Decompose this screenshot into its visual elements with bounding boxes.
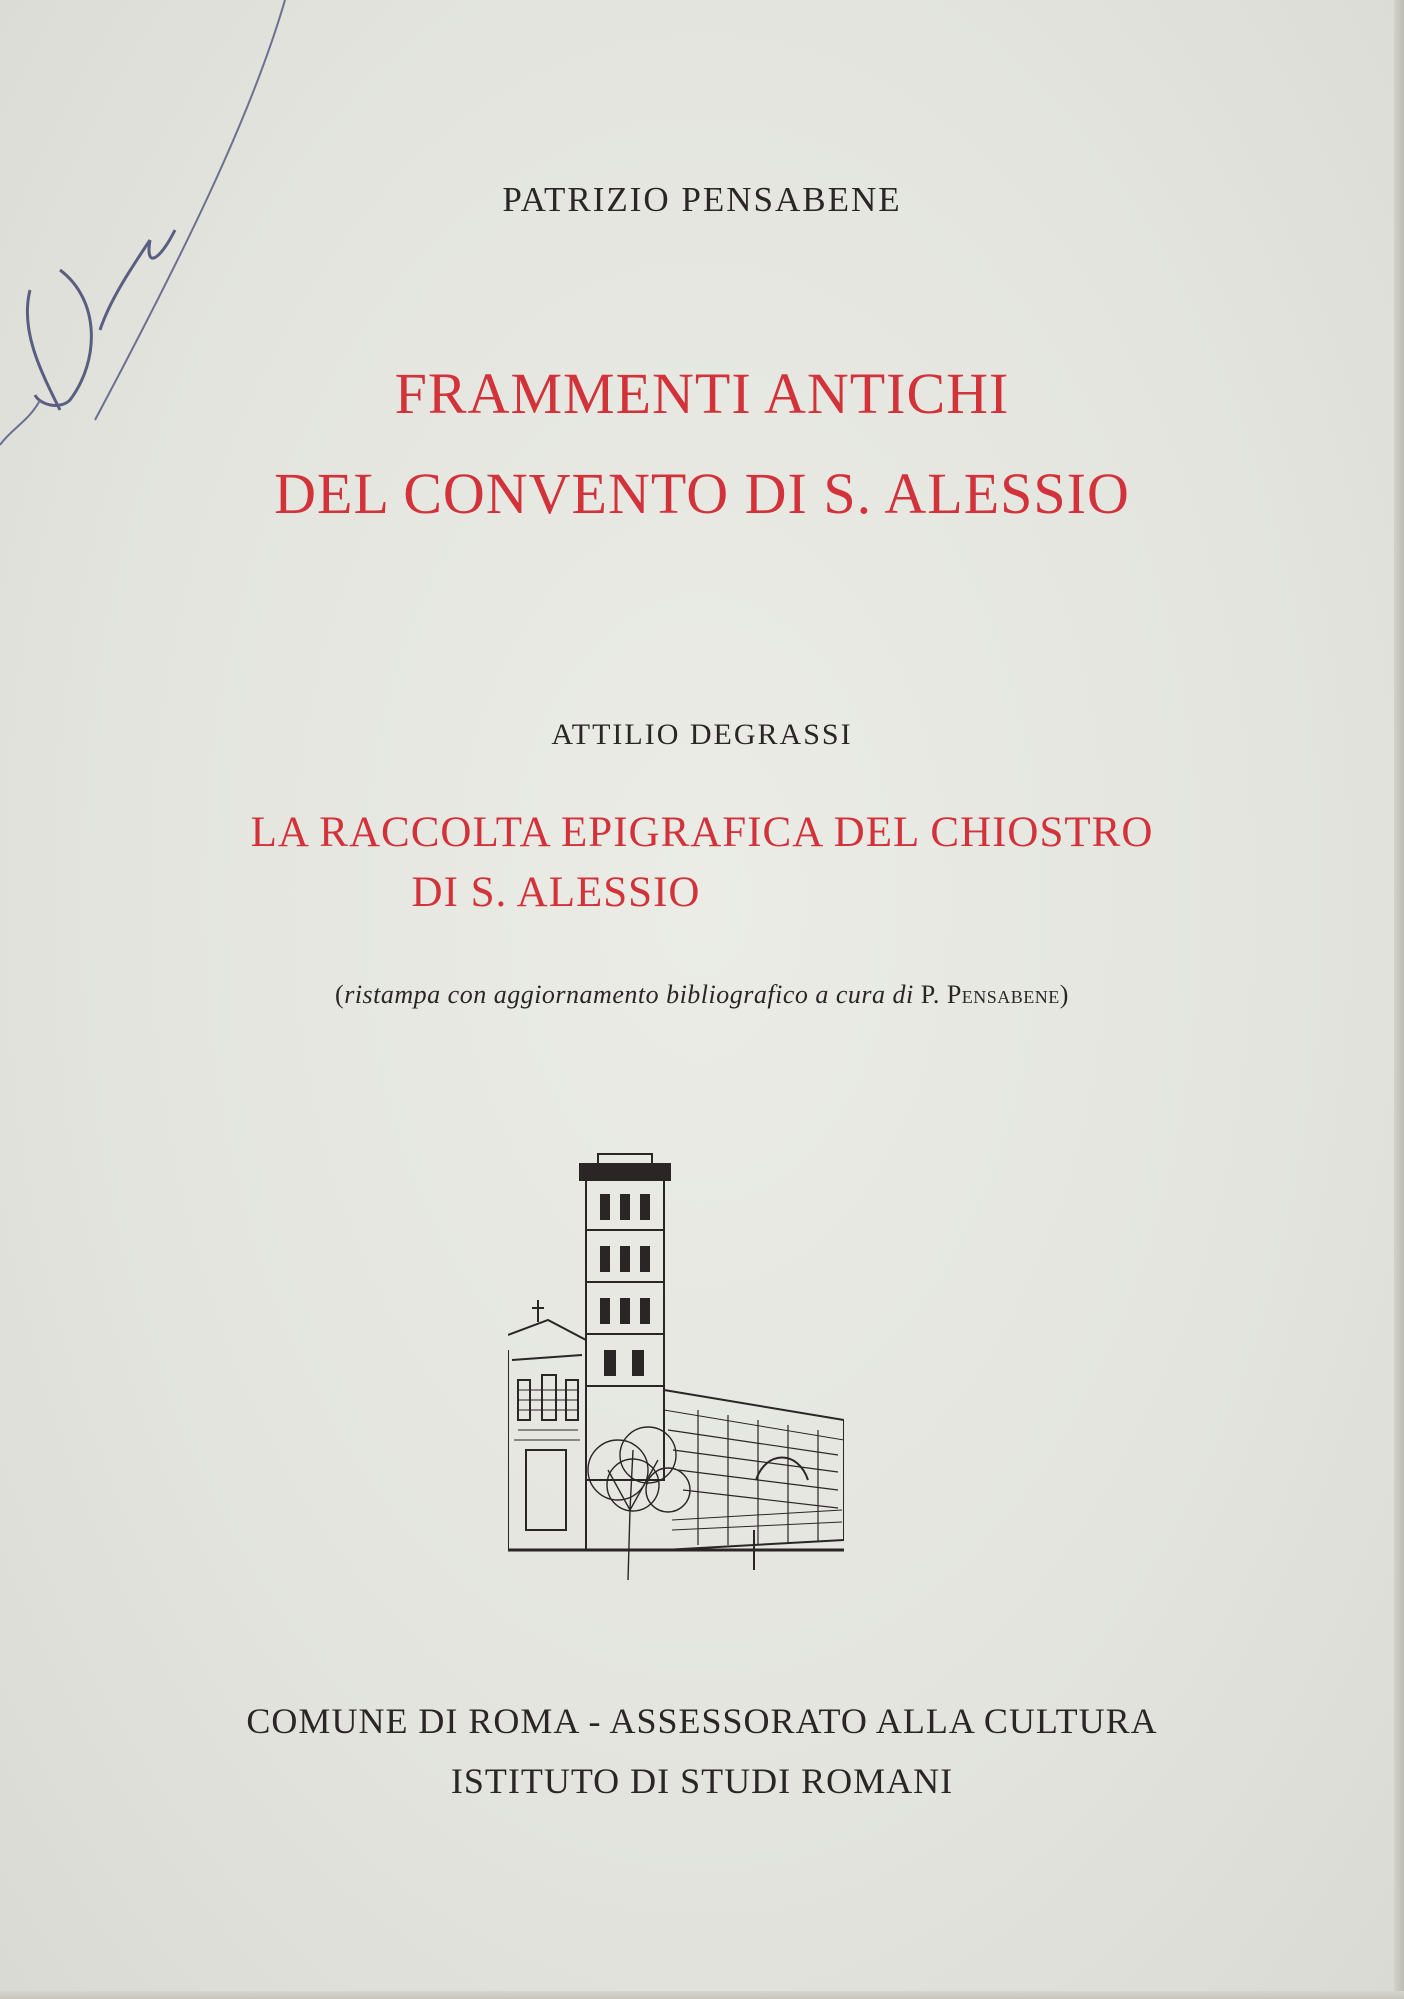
secondary-title-line-1: LA RACCOLTA EPIGRAFICA DEL CHIOSTRO bbox=[250, 809, 1154, 856]
note-editor-name: P. Pensabene bbox=[913, 980, 1060, 1009]
primary-title-line-1: FRAMMENTI ANTICHI bbox=[394, 361, 1010, 426]
note-close-paren: ) bbox=[1059, 980, 1069, 1009]
secondary-author: ATTILIO DEGRASSI bbox=[551, 718, 853, 751]
primary-title-line-2: DEL CONVENTO DI S. ALESSIO bbox=[274, 461, 1130, 526]
church-bell-tower-drawing bbox=[508, 1150, 844, 1580]
secondary-title-line-2: DI S. ALESSIO bbox=[411, 869, 701, 916]
primary-author: PATRIZIO PENSABENE bbox=[502, 180, 902, 219]
page-edge-bottom bbox=[0, 1991, 1404, 1999]
note-italic-text: ristampa con aggiornamento bibliografico a cura di bbox=[344, 980, 914, 1009]
reprint-note bbox=[0, 980, 1404, 1010]
publisher-line-1: COMUNE DI ROMA - ASSESSORATO ALLA CULTURA bbox=[246, 1701, 1158, 1741]
note-open-paren: ( bbox=[335, 980, 345, 1009]
publisher-line-2: ISTITUTO DI STUDI ROMANI bbox=[450, 1761, 954, 1801]
